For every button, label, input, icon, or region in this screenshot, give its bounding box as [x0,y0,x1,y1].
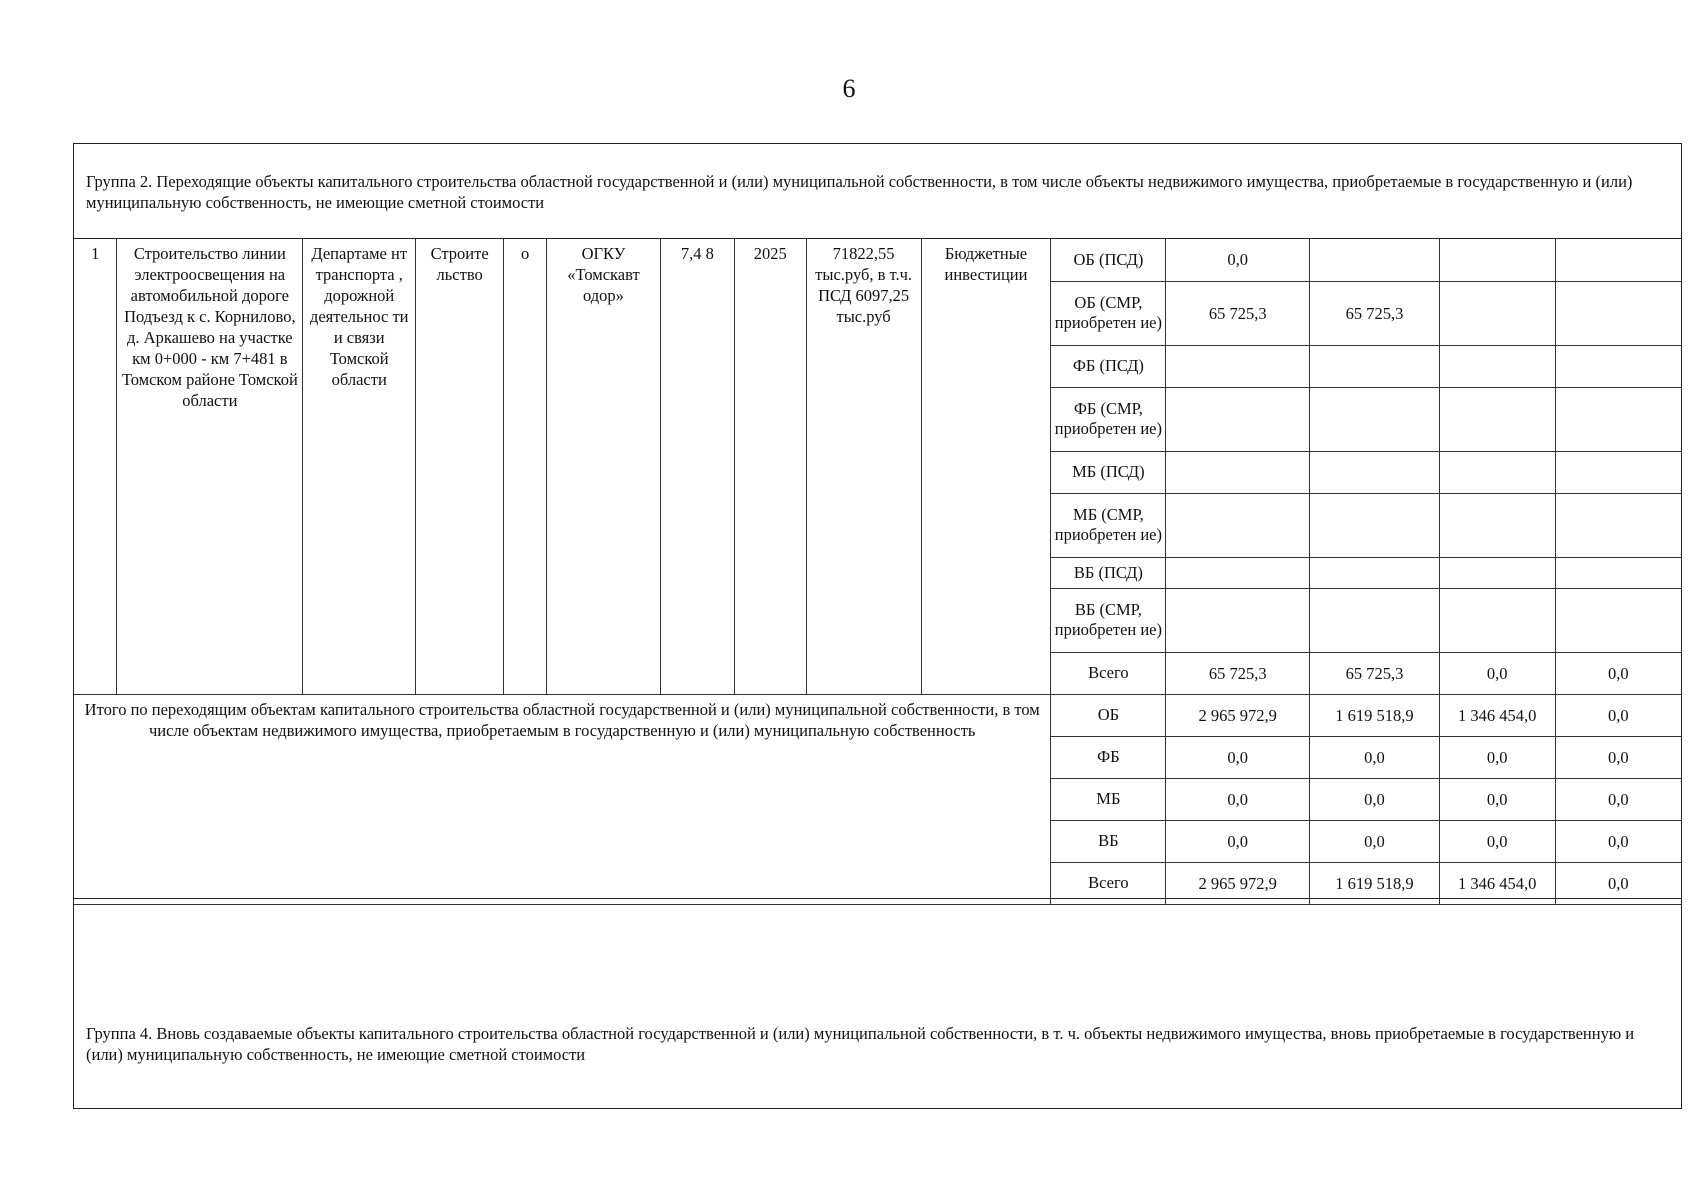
object-department: Департаме нт транспорта , дорожной деятельнос ти и связи Томской области [303,239,416,694]
fund-label: ОБ (СМР, приобретен ие) [1051,281,1166,345]
fund-label: Всего [1051,652,1166,694]
fund-label: ФБ (СМР, приобретен ие) [1051,387,1166,451]
fund-value-4 [1555,493,1681,557]
totals-value-1: 0,0 [1166,820,1310,862]
totals-value-3: 1 346 454,0 [1439,862,1555,904]
totals-value-1: 2 965 972,9 [1166,862,1310,904]
fund-value-3 [1439,239,1555,281]
fund-value-1 [1166,493,1310,557]
fund-value-1: 0,0 [1166,239,1310,281]
fund-value-1 [1166,451,1310,493]
totals-value-1: 2 965 972,9 [1166,694,1310,736]
fund-value-4 [1555,239,1681,281]
totals-value-3: 0,0 [1439,820,1555,862]
fund-value-3: 0,0 [1439,652,1555,694]
totals-value-4: 0,0 [1555,694,1681,736]
fund-value-4 [1555,345,1681,387]
fund-label: ВБ (СМР, приобретен ие) [1051,588,1166,652]
totals-fund-label: ОБ [1051,694,1166,736]
fund-value-3 [1439,345,1555,387]
fund-value-2 [1310,557,1440,588]
fund-label: ВБ (ПСД) [1051,557,1166,588]
totals-fund-label: ФБ [1051,736,1166,778]
fund-value-3 [1439,557,1555,588]
fund-value-3 [1439,493,1555,557]
fund-label: ФБ (ПСД) [1051,345,1166,387]
totals-value-4: 0,0 [1555,778,1681,820]
object-cost: 71822,55 тыс.руб, в т.ч. ПСД 6097,25 тыс.руб [806,239,921,694]
object-year: 2025 [734,239,806,694]
fund-label: МБ (СМР, приобретен ие) [1051,493,1166,557]
totals-value-2: 1 619 518,9 [1310,694,1440,736]
fund-label: ОБ (ПСД) [1051,239,1166,281]
object-mark: о [504,239,547,694]
totals-label: Итого по переходящим объектам капитального строительства областной государственной и (или) муниципальной собственности, в том числе объектам недвижимого имущества, приобретаемым в государственную и (или) муниципальную собственность [74,694,1051,904]
fund-value-1 [1166,588,1310,652]
fund-value-2: 65 725,3 [1310,652,1440,694]
totals-value-2: 0,0 [1310,736,1440,778]
object-number: 1 [74,239,117,694]
fund-value-4 [1555,387,1681,451]
totals-fund-label: МБ [1051,778,1166,820]
fund-value-1: 65 725,3 [1166,652,1310,694]
fund-value-2 [1310,239,1440,281]
totals-value-4: 0,0 [1555,820,1681,862]
totals-value-2: 1 619 518,9 [1310,862,1440,904]
fund-value-2 [1310,387,1440,451]
totals-fund-label: Всего [1051,862,1166,904]
totals-value-4: 0,0 [1555,862,1681,904]
totals-value-3: 0,0 [1439,736,1555,778]
group-4-title: Группа 4. Вновь создаваемые объекты капитального строительства областной государственной и (или) муниципальной собственности, в т. ч. объекты недвижимого имущества, вновь приобретаемые в государственную и (или) муниципальную собственность, не имеющие сметной стоимости [74,898,1681,1108]
fund-value-1 [1166,345,1310,387]
page-number: 6 [842,74,856,103]
totals-value-1: 0,0 [1166,778,1310,820]
object-capacity: 7,4 8 [660,239,734,694]
fund-value-2 [1310,345,1440,387]
fund-value-1 [1166,557,1310,588]
objects-table [74,239,1681,905]
fund-value-2: 65 725,3 [1310,281,1440,345]
fund-value-3 [1439,281,1555,345]
fund-value-1: 65 725,3 [1166,281,1310,345]
object-investment-type: Бюджетные инвестиции [921,239,1051,694]
group-2-title: Группа 2. Переходящие объекты капитального строительства областной государственной и (или) муниципальной собственности, в том числе объекты недвижимого имущества, приобретаемые в государственную и (или) муниципальную собственность, не имеющие сметной стоимости [74,144,1681,239]
totals-fund-label: ВБ [1051,820,1166,862]
object-customer: ОГКУ «Томскавт одор» [547,239,661,694]
fund-value-3 [1439,588,1555,652]
fund-value-2 [1310,493,1440,557]
totals-value-2: 0,0 [1310,820,1440,862]
fund-value-4 [1555,557,1681,588]
totals-value-4: 0,0 [1555,736,1681,778]
totals-value-1: 0,0 [1166,736,1310,778]
fund-value-4 [1555,281,1681,345]
object-work-type: Строите льство [416,239,504,694]
fund-value-2 [1310,588,1440,652]
fund-value-4: 0,0 [1555,652,1681,694]
totals-value-2: 0,0 [1310,778,1440,820]
fund-value-3 [1439,387,1555,451]
object-row [74,239,1681,281]
fund-value-4 [1555,588,1681,652]
fund-value-3 [1439,451,1555,493]
fund-value-2 [1310,451,1440,493]
fund-value-1 [1166,387,1310,451]
totals-value-3: 0,0 [1439,778,1555,820]
budget-table-sheet [73,143,1682,1109]
fund-value-4 [1555,451,1681,493]
object-name: Строительство линии электроосвещения на автомобильной дороге Подъезд к с. Корнилово, д. Аркашево на участке км 0+000 - км 7+481 в Томском районе Томской области [117,239,303,694]
totals-value-3: 1 346 454,0 [1439,694,1555,736]
totals-row [74,694,1681,736]
fund-label: МБ (ПСД) [1051,451,1166,493]
